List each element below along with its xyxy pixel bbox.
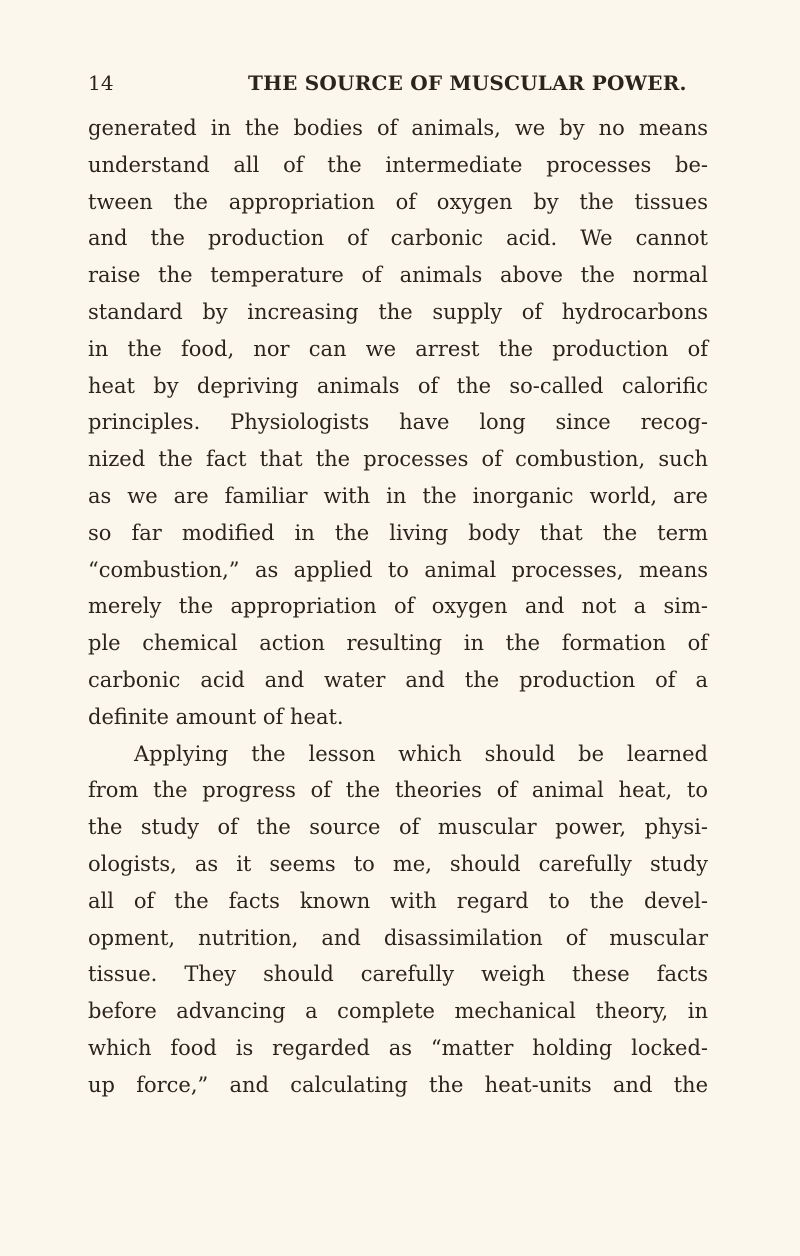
text-line: from the progress of the theories of animal heat, to: [88, 778, 708, 803]
text-line: tissue. They should carefully weigh these facts: [88, 962, 708, 987]
text-line: before advancing a complete mechanical theory, in: [88, 999, 708, 1024]
text-line: and the production of carbonic acid. We cannot: [88, 226, 708, 251]
text-line: carbonic acid and water and the production of a: [88, 667, 708, 692]
text-line: understand all of the intermediate processes be-: [88, 152, 708, 177]
paragraph-1: [88, 110, 708, 736]
text-line: up force,” and calculating the heat-units and the: [88, 1072, 708, 1097]
text-line: merely the appropriation of oxygen and not a sim-: [88, 594, 708, 619]
running-title: THE SOURCE OF MUSCULAR POWER.: [248, 71, 687, 95]
text-line: ologists, as it seems to me, should carefully study: [88, 851, 708, 876]
text-line: generated in the bodies of animals, we by no means: [88, 116, 708, 140]
running-head: [88, 66, 708, 100]
text-line: “combustion,” as applied to animal processes, means: [88, 557, 708, 582]
text-line: in the food, nor can we arrest the production of: [88, 336, 708, 361]
text-line: Applying the lesson which should be learned: [134, 741, 708, 766]
text-line: raise the temperature of animals above the normal: [88, 263, 708, 288]
text-line: opment, nutrition, and disassimilation of muscular: [88, 925, 708, 950]
text-line: all of the facts known with regard to the devel-: [88, 888, 708, 913]
text-line: ple chemical action resulting in the formation of: [88, 631, 708, 656]
paragraph-2: [88, 736, 708, 1104]
text-line: as we are familiar with in the inorganic world, are: [88, 483, 708, 508]
text-line: standard by increasing the supply of hydrocarbons: [88, 299, 708, 324]
text-line: principles. Physiologists have long since recog-: [88, 410, 708, 435]
text-line: definite amount of heat.: [88, 704, 344, 729]
text-line: the study of the source of muscular power, physi-: [88, 815, 708, 840]
text-line: heat by depriving animals of the so-called calorific: [88, 373, 708, 398]
text-line: which food is regarded as “matter holding locked-: [88, 1035, 708, 1060]
text-line: so far modified in the living body that the term: [88, 520, 708, 545]
body-text: [88, 110, 708, 1104]
text-line: tween the appropriation of oxygen by the tissues: [88, 189, 708, 214]
page-number: 14: [88, 71, 114, 95]
text-line: nized the fact that the processes of combustion, such: [88, 447, 708, 472]
